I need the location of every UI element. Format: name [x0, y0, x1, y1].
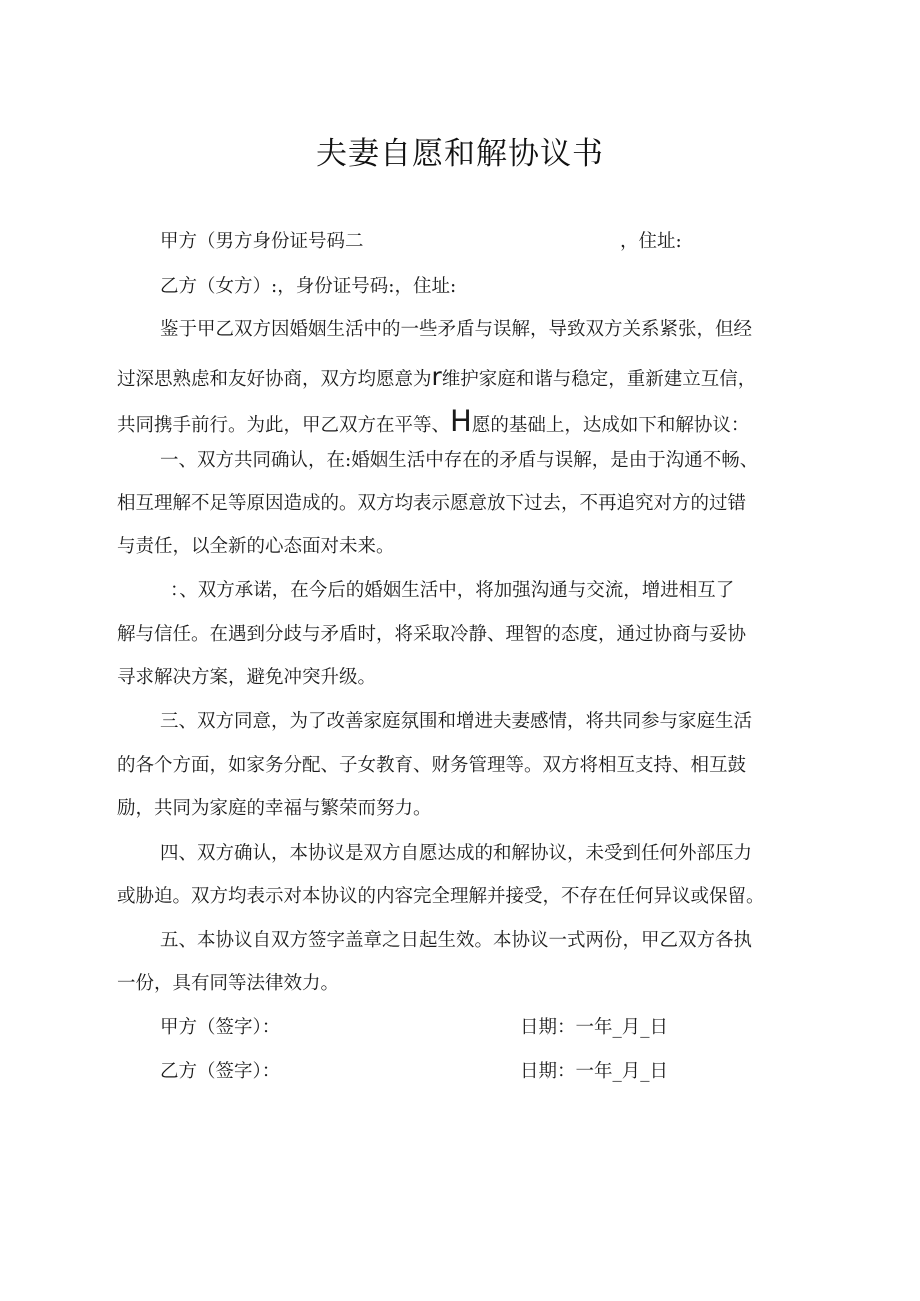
clause-3-line-2: 的各个方面，如家务分配、子女教育、财务管理等。双方将相互支持、相互鼓 — [117, 755, 747, 776]
party-a-address-label: ，住址: — [620, 231, 682, 252]
preamble-line-3-part-2: 愿的基础上，达成如下和解协议： — [471, 415, 750, 436]
preamble-line-2 — [117, 364, 756, 390]
preamble-line-3 — [117, 404, 750, 438]
party-a-date-label: 日期：一年_月_日 — [520, 1017, 669, 1038]
clause-2-line-1: ：、双方承诺，在今后的婚姻生活中，将加强沟通与交流，增进相互了 — [170, 580, 735, 601]
party-b-date-label: 日期：一年_月_日 — [520, 1061, 669, 1082]
clause-1-line-2: 相互理解不足等原因造成的。双方均表示愿意放下过去，不再追究对方的过错 — [117, 493, 747, 514]
party-b-signature-label: 乙方（签字）： — [160, 1061, 281, 1082]
preamble-line-2-glyph: r — [431, 362, 442, 391]
clause-2-line-3: 寻求解决方案，避免冲突升级。 — [117, 667, 377, 688]
preamble-line-3-glyph: H — [450, 404, 472, 438]
clause-1-line-3: 与责任，以全新的心态面对未来。 — [117, 536, 395, 557]
clause-5-line-2: 一份，具有同等法律效力。 — [117, 973, 340, 994]
party-a-line — [160, 233, 364, 252]
preamble-line-3-part-1: 共同携手前行。为此，甲乙双方在平等、 — [117, 415, 451, 436]
clause-3-line-3: 励，共同为家庭的幸福与繁荣而努力。 — [117, 798, 432, 819]
clause-1-line-1: 一、双方共同确认，在:婚姻生活中存在的矛盾与误解，是由于沟通不畅、 — [160, 450, 759, 471]
party-b-line: 乙方（女方）:，身份证号码:，住址: — [160, 276, 457, 297]
party-a-signature-label: 甲方（签字）： — [160, 1017, 281, 1038]
preamble-line-2-part-1: 过深思熟虑和友好协商，双方均愿意为 — [117, 369, 432, 390]
document-title: 夫妻自愿和解协议书 — [316, 136, 604, 172]
party-a-id-text: 甲方（男方身份证号码二 — [160, 231, 364, 252]
clause-4-line-1: 四、双方确认，本协议是双方自愿达成的和解协议，未受到任何外部压力 — [160, 843, 753, 864]
preamble-line-2-part-2: 维护家庭和谐与稳定，重新建立互信， — [441, 369, 757, 390]
clause-3-line-1: 三、双方同意，为了改善家庭氛围和增进夫妻感情，将共同参与家庭生活 — [160, 711, 753, 732]
clause-2-line-2: 解与信任。在遇到分歧与矛盾时，将采取冷静、理智的态度，通过协商与妥协 — [117, 624, 747, 645]
preamble-line-1: 鉴于甲乙双方因婚姻生活中的一些矛盾与误解，导致双方关系紧张，但经 — [160, 319, 753, 340]
clause-4-line-2: 或胁迫。双方均表示对本协议的内容完全理解并接受，不存在任何异议或保留。 — [117, 886, 765, 907]
clause-5-line-1: 五、本协议自双方签字盖章之日起生效。本协议一式两份，甲乙双方各执 — [160, 930, 753, 951]
